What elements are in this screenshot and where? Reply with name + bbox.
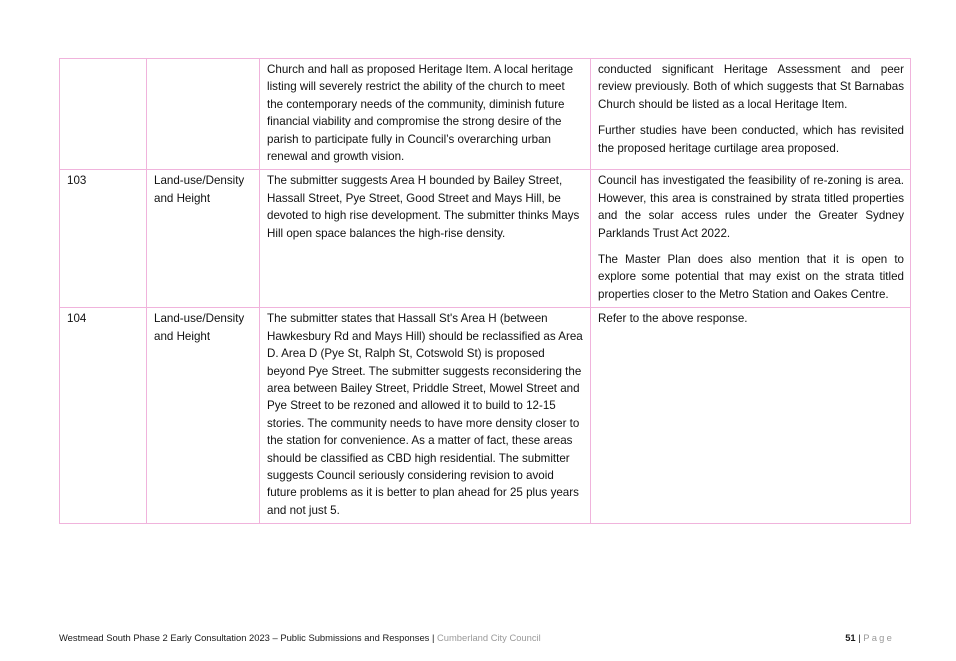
footer-document-title: Westmead South Phase 2 Early Consultation 2023 – Public Submissions and Responses [59, 632, 430, 643]
page-label: Page [863, 632, 894, 643]
row-response-cell [591, 308, 911, 524]
row-category-cell: Land-use/Density and Height [147, 308, 260, 524]
response-paragraph: Further studies have been conducted, which has revisited the proposed heritage curtilage area proposed. [598, 124, 904, 155]
table-row [60, 59, 911, 170]
row-response-cell [591, 59, 911, 170]
row-submission-cell: The submitter states that Hassall St's Area H (between Hawkesbury Rd and Mays Hill) should be reclassified as Area D. Area D (Pye St, Ralph St, Cotswold St) is proposed beyond Pye Street. The submitter suggests reconsidering the area between Bailey Street, Priddle Street, Mowel Street and Pye Street to be rezoned and allowed it to build to 12-15 stories. The community needs to have more density closer to the station for convenience. As a matter of fact, these areas should be classified as CBD high residential. The submitter suggests Council seriously considering revision to avoid future problems as it is better to plan ahead for 25 plus years and not just 5. [260, 308, 591, 524]
row-submission-cell: Church and hall as proposed Heritage Item. A local heritage listing will severely restrict the ability of the church to meet the contemporary needs of the community, diminish future financial viability and compromise the strong desire of the parish to participate fully in Council’s overarching urban renewal and growth vision. [260, 59, 591, 170]
row-response-cell [591, 170, 911, 308]
row-submission-cell: The submitter suggests Area H bounded by Bailey Street, Hassall Street, Pye Street, Good Street and Mays Hill, be devoted to high rise development. The submitter thinks Mays Hill open space balances the high-rise density. [260, 170, 591, 308]
footer-title-block [59, 632, 541, 643]
row-category-cell [147, 59, 260, 170]
row-id-cell: 103 [60, 170, 147, 308]
response-paragraph: The Master Plan does also mention that it is open to explore some potential that may exist on the strata titled properties closer to the Metro Station and Oakes Centre. [598, 253, 904, 301]
response-paragraph: Refer to the above response. [598, 312, 748, 326]
row-id-cell: 104 [60, 308, 147, 524]
row-id-cell [60, 59, 147, 170]
footer-page-block [845, 632, 894, 643]
page-number: 51 [845, 632, 856, 643]
row-category-cell: Land-use/Density and Height [147, 170, 260, 308]
footer-separator: | [431, 632, 435, 643]
response-paragraph: Council has investigated the feasibility of re-zoning is area. However, this area is constrained by strata titled properties and the solar access rules under the Greater Sydney Parklands Trust Act 2022. [598, 174, 904, 240]
table-row [60, 308, 911, 524]
footer-organisation: Cumberland City Council [437, 632, 541, 643]
response-paragraph: conducted significant Heritage Assessment and peer review previously. Both of which suggests that St Barnabas Church should be listed as a local Heritage Item. [598, 63, 904, 111]
table-row [60, 170, 911, 308]
submissions-table [59, 58, 911, 524]
page-separator: | [858, 632, 861, 643]
